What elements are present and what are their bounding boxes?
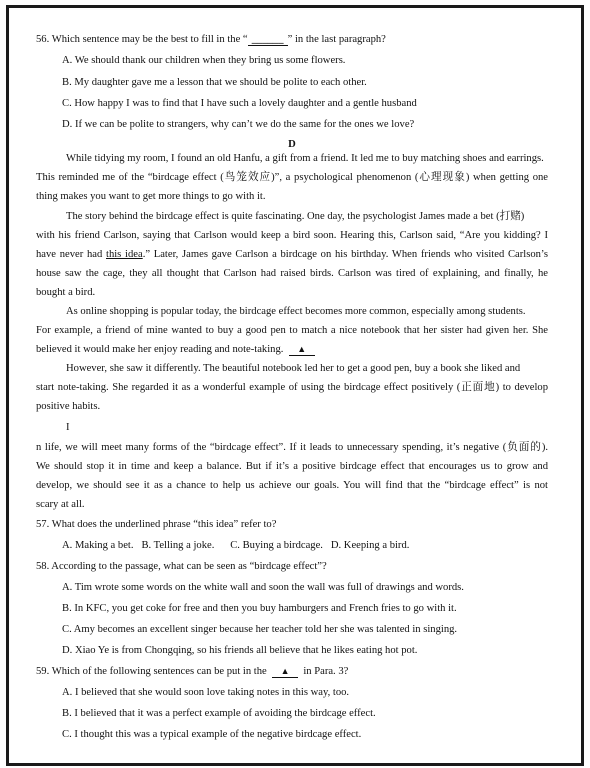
question-59-option-a[interactable]: A. I believed that she would soon love taking notes in this way, too.	[62, 687, 350, 698]
passage-p1-line: thing makes you want to get more things to go with it.	[36, 191, 266, 202]
question-56-option-a[interactable]: A. We should thank our children when they bring us some flowers.	[62, 55, 346, 66]
passage-p5-initial: I	[66, 422, 70, 433]
passage-p5-line: We should stop it in time and keep a balance. But if it’s a positive birdcage effect that encourages us to grow and	[36, 461, 548, 472]
passage-text: have never had	[36, 249, 106, 260]
question-57-stem: 57. What does the underlined phrase “this idea” refer to?	[36, 519, 277, 530]
passage-p3-line	[36, 343, 315, 356]
question-56-stem-end: ” in the last paragraph?	[287, 34, 386, 45]
question-59-stem-end: in Para. 3?	[303, 666, 349, 677]
passage-p5-line: develop, we should see it as a chance to help us achieve our goals. You will find that the “birdcage effect” is not	[36, 480, 548, 491]
question-56-stem	[36, 33, 386, 46]
passage-p3-line: As online shopping is popular today, the birdcage effect becomes more common, especially among students.	[66, 306, 526, 317]
passage-p2-line	[36, 248, 548, 261]
triangle-blank-icon: ▲	[289, 344, 315, 356]
passage-text: .” Later, James gave Carlson a birdcage on his birthday. When friends who visited Carlson’s	[142, 249, 548, 260]
question-58-option-c[interactable]: C. Amy becomes an excellent singer because her teacher told her she was talented in singing.	[62, 624, 458, 635]
question-59-stem-text: 59. Which of the following sentences can be put in the	[36, 666, 267, 677]
passage-p4-line: start note-taking. She regarded it as a wonderful example of using the birdcage effect positively (正面地) to develop	[36, 382, 548, 393]
question-56-option-d[interactable]: D. If we can be polite to strangers, why can’t we do the same for the ones we love?	[62, 119, 415, 130]
passage-p2-line: house saw the cage, they all thought that Carlson had raised birds. Carlson was tired of explaining, and finally, he	[36, 268, 548, 279]
question-56-stem-text: 56. Which sentence may be the best to fill in the “	[36, 34, 248, 45]
question-56-option-b[interactable]: B. My daughter gave me a lesson that we should be polite to each other.	[62, 77, 367, 88]
passage-p5-line: scary at all.	[36, 499, 85, 510]
question-58-option-b[interactable]: B. In KFC, you get coke for free and then you buy hamburgers and French fries to go with it.	[62, 603, 457, 614]
answer-blank: ______	[248, 34, 288, 46]
question-58-option-d[interactable]: D. Xiao Ye is from Chongqing, so his friends all believe that he likes eating hot pot.	[62, 645, 418, 656]
passage-p2-line: bought a bird.	[36, 287, 96, 298]
passage-p2-line: The story behind the birdcage effect is quite fascinating. One day, the psychologist James made a bet (打赌)	[66, 211, 525, 222]
passage-p4-line: positive habits.	[36, 401, 101, 412]
passage-p1-line: This reminded me of the “birdcage effect (鸟笼效应)”, a psychological phenomenon (心理现象) when getting one	[36, 172, 548, 183]
question-56-option-c[interactable]: C. How happy I was to find that I have such a lovely daughter and a gentle husband	[62, 98, 417, 109]
section-heading: D	[288, 139, 296, 150]
passage-p3-line: For example, a friend of mine wanted to buy a good pen to match a nice notebook that her sister had given her. She	[36, 325, 548, 336]
underlined-phrase: this idea	[106, 249, 143, 260]
triangle-blank-icon: ▲	[272, 666, 298, 678]
question-57-options[interactable]: A. Making a bet. B. Telling a joke. C. Buying a birdcage. D. Keeping a bird.	[62, 540, 410, 551]
passage-p5-line: n life, we will meet many forms of the “birdcage effect”. If it leads to unnecessary spending, it’s negative (负面的).	[36, 442, 548, 453]
question-59-option-b[interactable]: B. I believed that it was a perfect example of avoiding the birdcage effect.	[62, 708, 376, 719]
passage-p1-line: While tidying my room, I found an old Hanfu, a gift from a friend. It led me to buy matching shoes and earrings.	[66, 153, 544, 164]
passage-p4-line: However, she saw it differently. The beautiful notebook led her to get a good pen, buy a book she liked and	[66, 363, 521, 374]
question-58-stem: 58. According to the passage, what can be seen as “birdcage effect”?	[36, 561, 327, 572]
passage-text: believed it would make her enjoy reading and note-taking.	[36, 344, 284, 355]
question-59-option-c[interactable]: C. I thought this was a typical example of the negative birdcage effect.	[62, 729, 362, 740]
question-58-option-a[interactable]: A. Tim wrote some words on the white wall and soon the wall was full of drawings and words.	[62, 582, 464, 593]
passage-p2-line: with his friend Carlson, saying that Carlson would keep a bird soon. Hearing this, Carlson said, “Are you kidding? I	[36, 230, 548, 241]
question-59-stem	[36, 665, 348, 678]
